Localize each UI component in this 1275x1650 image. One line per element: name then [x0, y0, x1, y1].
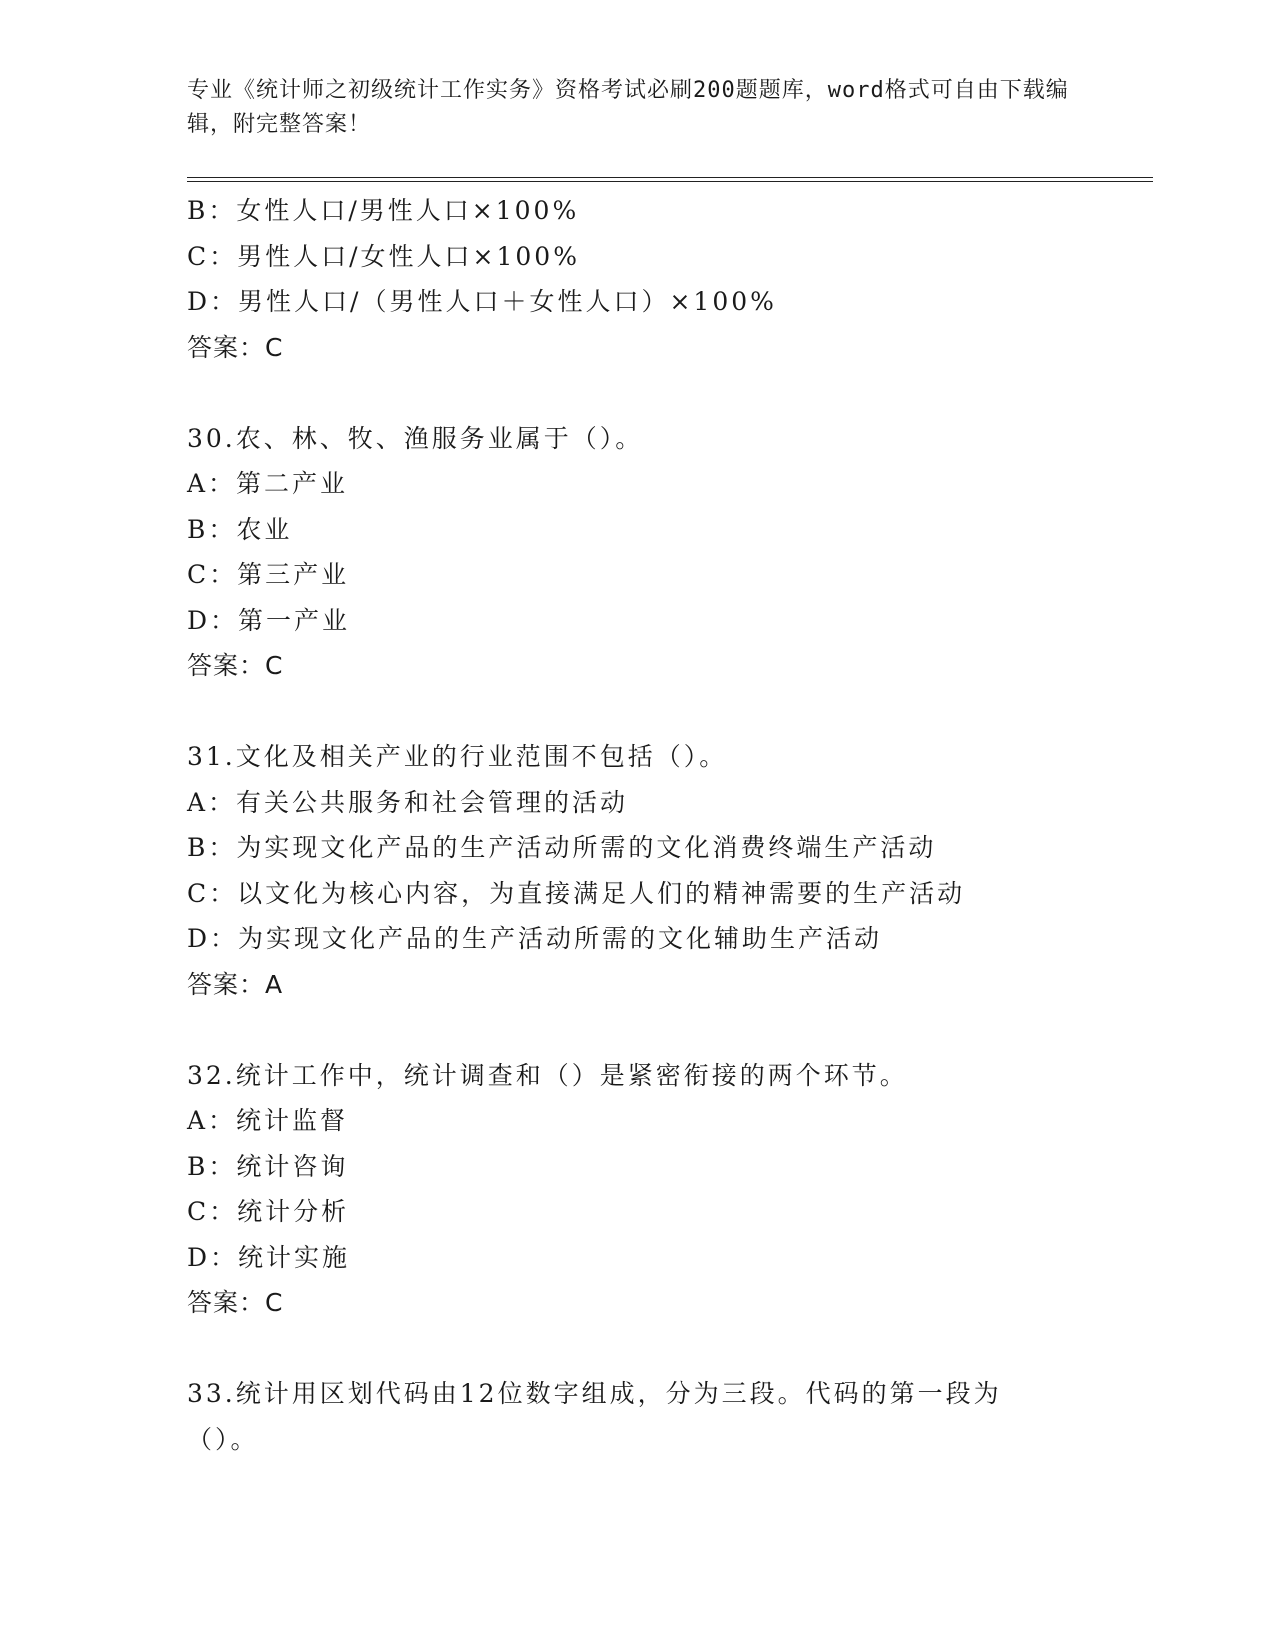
option-c: C：以文化为核心内容，为直接满足人们的精神需要的生产活动 [187, 878, 966, 908]
option-d: D：男性人口/（男性人口＋女性人口）×100% [187, 287, 777, 316]
question-32 [187, 1053, 1147, 1326]
option-d: D：为实现文化产品的生产活动所需的文化辅助生产活动 [187, 924, 883, 953]
answer-line: 答案：C [187, 332, 284, 362]
question-31 [187, 734, 1147, 1007]
header-divider [187, 177, 1153, 182]
question-list [187, 188, 1147, 1462]
question-stem: 32.统计工作中，统计调查和（）是紧密衔接的两个环节。 [187, 1060, 908, 1090]
option-d: D：第一产业 [187, 605, 351, 635]
option-b: B：女性人口/男性人口×100% [187, 196, 580, 225]
spacer [187, 689, 1147, 735]
option-c: C：男性人口/女性人口×100% [187, 241, 580, 271]
answer-line: 答案：A [187, 969, 284, 999]
option-b: B：统计咨询 [187, 1151, 349, 1181]
spacer [187, 370, 1147, 416]
option-c: C：第三产业 [187, 560, 350, 589]
option-b: B：为实现文化产品的生产活动所需的文化消费终端生产活动 [187, 833, 937, 862]
option-a: A：第二产业 [187, 469, 349, 498]
option-c: C：统计分析 [187, 1197, 350, 1226]
question-30 [187, 416, 1147, 689]
option-a: A：有关公共服务和社会管理的活动 [187, 787, 629, 817]
answer-line: 答案：C [187, 1288, 284, 1317]
answer-line: 答案：C [187, 651, 284, 680]
option-d: D：统计实施 [187, 1242, 351, 1272]
option-b: B：农业 [187, 514, 293, 544]
option-a: A：统计监督 [187, 1106, 349, 1135]
question-stem: 33.统计用区划代码由12位数字组成，分为三段。代码的第一段为（）。 [187, 1379, 1002, 1454]
question-33 [187, 1371, 1147, 1462]
question-continuation [187, 188, 1147, 370]
question-stem: 30.农、林、牧、渔服务业属于（）。 [187, 423, 644, 453]
question-stem: 31.文化及相关产业的行业范围不包括（）。 [187, 742, 728, 771]
spacer [187, 1007, 1147, 1053]
document-header: 专业《统计师之初级统计工作实务》资格考试必刷200题题库，word格式可自由下载编辑，附完整答案！ [187, 78, 1069, 137]
spacer [187, 1326, 1147, 1372]
